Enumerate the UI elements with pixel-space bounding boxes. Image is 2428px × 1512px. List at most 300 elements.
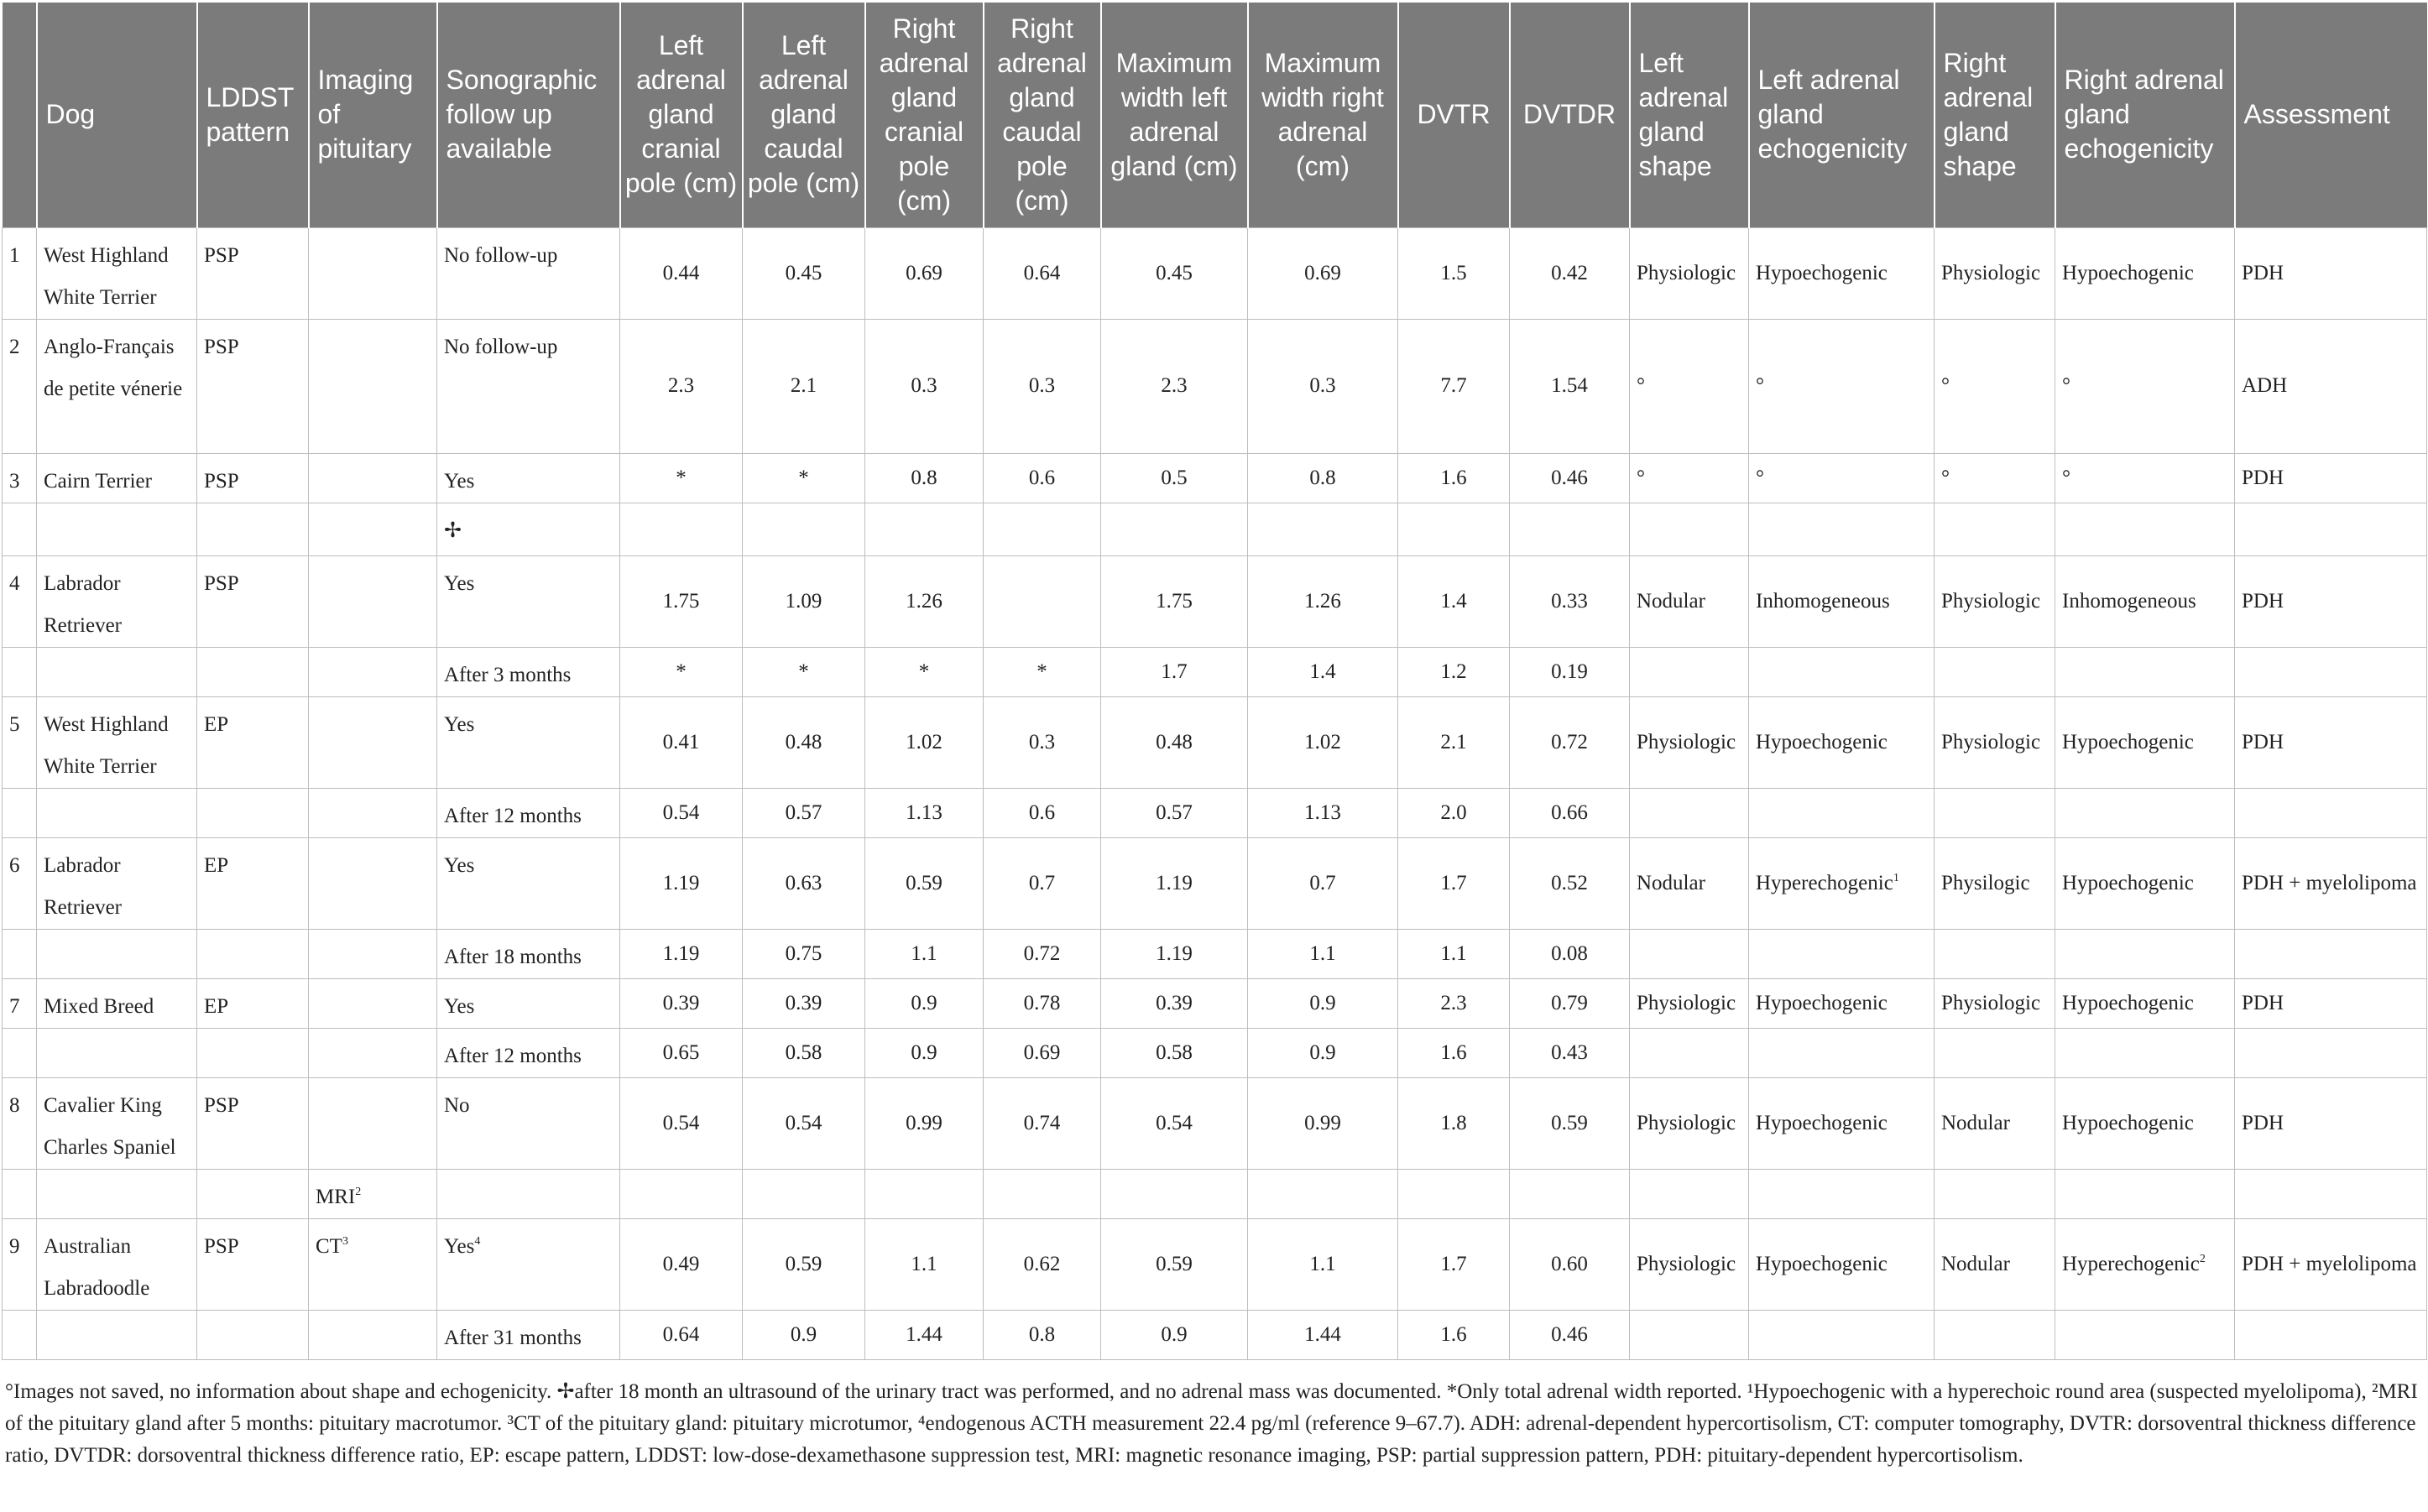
cell-text: 0.7 [1028,871,1056,894]
cell-text: 1.8 [1440,1111,1467,1134]
cell-text: CT [316,1234,342,1258]
cell-text: 0.54 [1156,1111,1193,1134]
cell-text: Hypoechogenic [1756,261,1888,284]
table-cell [1510,1169,1630,1218]
table-cell [1248,555,1398,647]
table-cell [1248,227,1398,319]
cell-text: Physiologic [1941,261,2041,284]
table-cell [1510,788,1630,837]
cell-text: 0.9 [1309,1040,1336,1064]
table-cell [984,555,1101,647]
cell-text: After 12 months [444,804,582,827]
cell-text: 1.1 [1440,941,1467,965]
cell-text: 0.8 [1309,466,1336,489]
table-cell [865,788,984,837]
table-cell [3,319,37,453]
table-cell [1510,696,1630,788]
column-header: Left adrenal gland cranial pole (cm) [620,3,743,227]
cell-text: PSP [204,469,239,493]
table-cell [309,788,437,837]
table-cell [437,319,620,453]
cell-text: 1.1 [1309,941,1336,965]
cell-text: 0.54 [662,800,700,824]
cell-text: Hypoechogenic [2062,261,2194,284]
cell-text: 2.3 [667,374,695,397]
table-cell [437,555,620,647]
table-cell [865,978,984,1028]
table-cell [743,453,865,503]
table-cell [1630,555,1749,647]
table-cell [2235,1218,2427,1310]
table-cell [865,1218,984,1310]
table-cell [437,837,620,929]
cell-text: 1.7 [1440,1252,1467,1275]
table-row [3,1218,2427,1310]
table-cell [2235,929,2427,978]
table-cell [743,1218,865,1310]
cell-text: 1.7 [1440,871,1467,894]
table-cell [865,503,984,555]
cell-text: 0.9 [790,1322,817,1346]
table-cell [1630,978,1749,1028]
table-cell [1935,319,2055,453]
cell-text: 0.39 [1156,991,1193,1014]
cell-text: 0.6 [1028,800,1056,824]
cell-text: 1.02 [1304,730,1341,753]
cell-text: PSP [204,571,239,595]
cell-text: 0.46 [1551,466,1588,489]
cell-text: Hyperechogenic [2062,1252,2200,1275]
cell-text: 0.69 [906,261,942,284]
table-cell [984,978,1101,1028]
table-cell [1248,788,1398,837]
table-cell [743,555,865,647]
table-cell [309,555,437,647]
table-cell [1935,1310,2055,1359]
table-cell [2055,837,2235,929]
table-row [3,1169,2427,1218]
cell-text: 0.54 [662,1111,700,1134]
table-cell [743,647,865,696]
table-cell [1248,1169,1398,1218]
table-cell [1248,1310,1398,1359]
table-cell [197,788,309,837]
table-cell [984,227,1101,319]
table-cell [2235,319,2427,453]
table-cell [1510,555,1630,647]
cell-text: 0.9 [911,991,937,1014]
table-cell [743,837,865,929]
cell-text: 1.54 [1551,374,1588,397]
cell-text: 1.4 [1309,660,1336,683]
table-cell [743,1028,865,1077]
cell-text: 0.43 [1551,1040,1588,1064]
table-cell [1398,788,1510,837]
table-cell [3,1310,37,1359]
cell-text: PDH [2242,1111,2284,1134]
table-cell [1248,1077,1398,1169]
table-cell [309,1077,437,1169]
table-cell [37,1169,197,1218]
table-cell [197,227,309,319]
table-cell [437,1169,620,1218]
table-cell [1630,696,1749,788]
cell-text: 1.19 [662,871,700,894]
cell-text: PSP [204,243,239,267]
cell-text: 2 [9,335,20,358]
table-cell [1398,929,1510,978]
table-cell [1935,227,2055,319]
table-cell [984,1169,1101,1218]
cell-text: Hypoechogenic [1756,1111,1888,1134]
table-cell [865,453,984,503]
table-cell [1749,1310,1935,1359]
table-cell [309,1310,437,1359]
cell-text: * [676,466,687,489]
table-cell [437,788,620,837]
table-cell [1749,227,1935,319]
table-cell [37,227,197,319]
table-cell [865,1028,984,1077]
cell-text: 7.7 [1440,374,1467,397]
table-cell [620,788,743,837]
table-cell [1630,1169,1749,1218]
cell-text: Physiologic [1941,589,2041,613]
table-cell [743,1310,865,1359]
table-cell [1935,453,2055,503]
footnote-marker: 3 [342,1234,348,1248]
cell-text: PDH [2242,730,2284,753]
table-cell [1749,978,1935,1028]
cell-text: 1.1 [911,1252,937,1275]
table-cell [37,978,197,1028]
table-cell [1248,647,1398,696]
table-cell [1935,978,2055,1028]
table-cell [309,1218,437,1310]
table-cell [437,453,620,503]
table-cell [1398,647,1510,696]
table-row [3,647,2427,696]
cell-text: 2.1 [790,374,817,397]
table-cell [2235,227,2427,319]
table-cell [37,1310,197,1359]
cell-text: 0.49 [662,1252,700,1275]
cell-text: 0.52 [1551,871,1588,894]
cell-text: * [918,660,930,683]
table-cell [309,1169,437,1218]
cell-text: 0.60 [1551,1252,1588,1275]
table-cell [865,227,984,319]
cell-text: No follow-up [444,243,558,267]
table-cell [1935,555,2055,647]
column-header: Right adrenal gland cranial pole (cm) [865,3,984,227]
table-cell [37,555,197,647]
table-cell [1935,929,2055,978]
table-cell [197,696,309,788]
cell-text: 0.57 [785,800,822,824]
table-cell [743,788,865,837]
table-cell [1101,978,1248,1028]
table-cell [2055,1028,2235,1077]
cell-text: 0.62 [1023,1252,1061,1275]
cell-text: 0.42 [1551,261,1588,284]
cell-text: Australian Labradoodle [44,1234,150,1300]
table-cell [1101,1310,1248,1359]
cell-text: 2.3 [1440,991,1467,1014]
column-header: Left adrenal gland echogenicity [1749,3,1935,227]
cell-text: 0.33 [1551,589,1588,613]
cell-text: Inhomogeneous [2062,589,2196,613]
footnote-marker: 1 [1893,871,1899,884]
table-cell [309,503,437,555]
table-cell [3,788,37,837]
table-cell [1749,1077,1935,1169]
cell-text: After 3 months [444,663,572,686]
cell-text: 0.59 [785,1252,822,1275]
cell-text: Physilogic [1941,871,2030,894]
table-cell [1935,1218,2055,1310]
cell-text: Hypoechogenic [2062,991,2194,1014]
table-cell [197,1218,309,1310]
table-cell [865,1077,984,1169]
cell-text: ° [1941,466,1950,489]
table-cell [984,929,1101,978]
table-cell [2235,978,2427,1028]
table-cell [437,696,620,788]
table-cell [2055,929,2235,978]
table-cell [1398,696,1510,788]
cell-text: 0.46 [1551,1322,1588,1346]
cell-text: 0.48 [785,730,822,753]
table-cell [3,929,37,978]
cell-text: PDH [2242,261,2284,284]
cell-text: ° [2062,374,2070,397]
cell-text: 0.58 [785,1040,822,1064]
table-cell [3,555,37,647]
table-cell [984,696,1101,788]
column-header: Dog [37,3,197,227]
cell-text: PSP [204,1093,239,1117]
column-header: DVTR [1398,3,1510,227]
table-cell [2055,696,2235,788]
column-header: DVTDR [1510,3,1630,227]
table-cell [1248,453,1398,503]
cell-text: 1.7 [1161,660,1188,683]
table-cell [865,319,984,453]
table-cell [2235,1077,2427,1169]
table-cell [620,1077,743,1169]
table-cell [743,227,865,319]
cell-text: Anglo-Français de petite vénerie [44,335,183,400]
table-cell [1935,837,2055,929]
cell-text: PDH + myelolipoma [2242,1252,2417,1275]
table-cell [437,1310,620,1359]
table-cell [2055,978,2235,1028]
cell-text: ✢ [444,519,462,542]
cell-text: Yes [444,1234,475,1258]
table-cell [1248,978,1398,1028]
footnote-marker: 4 [474,1234,481,1248]
table-cell [984,647,1101,696]
cell-text: Physiologic [1637,991,1736,1014]
cell-text: * [798,660,809,683]
cell-text: 1.5 [1440,261,1467,284]
cell-text: 0.9 [911,1040,937,1064]
table-cell [309,319,437,453]
table-cell [1101,319,1248,453]
table-cell [1749,696,1935,788]
table-cell [197,837,309,929]
cell-text: 0.8 [1028,1322,1056,1346]
column-header: Sonographic follow up available [437,3,620,227]
cell-text: 0.63 [785,871,822,894]
cell-text: Physiologic [1637,1111,1736,1134]
table-cell [1630,1218,1749,1310]
cell-text: 1.44 [1304,1322,1341,1346]
table-cell [1630,788,1749,837]
cell-text: West Highland White Terrier [44,243,169,309]
table-cell [2055,555,2235,647]
table-cell [620,696,743,788]
footnote-marker: 2 [355,1185,362,1198]
table-cell [865,696,984,788]
table-cell [1630,837,1749,929]
cell-text: 1.75 [1156,589,1193,613]
table-cell [1749,788,1935,837]
table-cell [1935,647,2055,696]
cell-text: 1.6 [1440,1322,1467,1346]
table-cell [865,837,984,929]
cell-text: 0.74 [1023,1111,1061,1134]
cell-text: Physiologic [1941,730,2041,753]
cell-text: Nodular [1637,871,1705,894]
cell-text: 0.78 [1023,991,1061,1014]
cell-text: 7 [9,994,20,1018]
table-cell [197,1169,309,1218]
table-row [3,929,2427,978]
table-cell [1398,503,1510,555]
cell-text: 9 [9,1234,20,1258]
table-cell [620,1169,743,1218]
table-cell [437,1077,620,1169]
table-cell [1398,1077,1510,1169]
table-cell [620,1310,743,1359]
cell-text: 1.19 [1156,871,1193,894]
cell-text: 0.75 [785,941,822,965]
table-cell [437,978,620,1028]
table-cell [1398,1218,1510,1310]
cell-text: Physiologic [1637,261,1736,284]
table-cell [2055,788,2235,837]
cell-text: 1.13 [1304,800,1341,824]
table-cell [197,453,309,503]
cell-text: No [444,1093,470,1117]
table-cell [1398,1028,1510,1077]
table-cell [743,978,865,1028]
cell-text: 1.26 [1304,589,1341,613]
table-cell [1248,929,1398,978]
table-cell [743,503,865,555]
cell-text: 0.3 [1028,730,1056,753]
table-cell [1510,929,1630,978]
table-cell [620,647,743,696]
cell-text: Hypoechogenic [1756,991,1888,1014]
cell-text: 1.19 [1156,941,1193,965]
cell-text: 1.09 [785,589,822,613]
table-cell [2055,453,2235,503]
table-row [3,978,2427,1028]
table-cell [1510,837,1630,929]
table-cell [1248,1218,1398,1310]
table-cell [865,1169,984,1218]
table-cell [620,503,743,555]
cell-text: 1.75 [662,589,700,613]
cell-text: 0.66 [1551,800,1588,824]
cell-text: 0.69 [1023,1040,1061,1064]
table-cell [1101,503,1248,555]
cell-text: 0.99 [1304,1111,1341,1134]
cell-text: 1.6 [1440,1040,1467,1064]
table-row [3,555,2427,647]
table-cell [1749,1028,1935,1077]
table-cell [1749,503,1935,555]
table-cell [743,696,865,788]
table-cell [1749,319,1935,453]
table-cell [984,837,1101,929]
cell-text: * [1036,660,1047,683]
table-cell [1101,788,1248,837]
cell-text: 0.59 [906,871,942,894]
table-cell [1749,837,1935,929]
table-cell [197,929,309,978]
table-cell [1398,837,1510,929]
cell-text: Physiologic [1941,991,2041,1014]
table-cell [1935,1077,2055,1169]
table-cell [1101,837,1248,929]
table-row [3,453,2427,503]
table-cell [1248,319,1398,453]
table-cell [1398,1169,1510,1218]
cell-text: 3 [9,469,20,493]
cell-text: 0.9 [1161,1322,1188,1346]
table-cell [2055,1310,2235,1359]
table-row [3,837,2427,929]
table-cell [309,1028,437,1077]
table-cell [197,647,309,696]
cell-text: 0.45 [785,261,822,284]
table-cell [984,503,1101,555]
table-cell [197,503,309,555]
table-cell [1510,1077,1630,1169]
cell-text: PSP [204,335,239,358]
cell-text: Physiologic [1637,1252,1736,1275]
cell-text: MRI [316,1185,356,1208]
table-cell [437,1028,620,1077]
cell-text: 2.1 [1440,730,1467,753]
table-cell [197,319,309,453]
cell-text: 4 [9,571,20,595]
cell-text: 0.3 [911,374,937,397]
table-row [3,788,2427,837]
table-cell [3,1169,37,1218]
table-cell [1749,647,1935,696]
table-cell [620,1218,743,1310]
cell-text: EP [204,712,229,736]
table-cell [1101,227,1248,319]
table-cell [1101,555,1248,647]
table-row [3,1077,2427,1169]
table-cell [1398,319,1510,453]
